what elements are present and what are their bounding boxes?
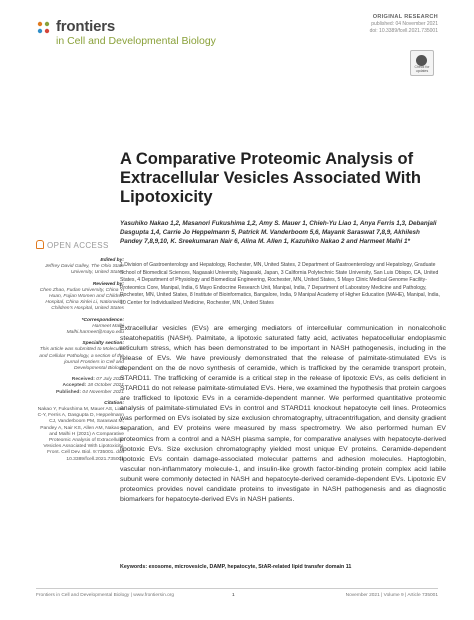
citation-label: Citation: [104, 400, 124, 406]
correspondence-label: *Correspondence: [81, 317, 124, 323]
brand-name: frontiers [56, 18, 116, 35]
open-access-text: OPEN ACCESS [47, 241, 109, 250]
published-label: Published: [56, 389, 82, 395]
keywords [120, 564, 446, 570]
received-label: Received: [71, 377, 95, 383]
article-type: ORIGINAL RESEARCH [372, 14, 438, 20]
published-date: published: 04 November 2021 [371, 21, 438, 27]
check-for-updates-badge[interactable] [410, 50, 434, 76]
citation-text: Nakao Y, Fukushima M, Mauer AS, Liao C-Y, Ferris A, Dasgupta D, Heppelmann CJ, Vanderboom PM, Saraswat M, Pandey A, Nair KS, Allen AM, Nakao K and Malhi H (2021) A Comparative Proteomic Analysis of Extracellular Vesicles Associated With Lipotoxicity. Front. Cell Dev. Biol. 9:735001. doi: 10.3389/fcell.2021.735001 [37, 407, 124, 462]
doi-link[interactable]: doi: 10.3389/fcell.2021.735001 [369, 28, 438, 34]
article-title: A Comparative Proteomic Analysis of Extracellular Vesicles Associated With Lipotoxicity [120, 150, 421, 206]
accepted-date: 18 October 2021 [87, 383, 124, 389]
article-info-sidebar [32, 258, 124, 463]
keywords-list: exosome, microvesicle, DAMP, hepatocyte, StAR-related lipid transfer domain 11 [148, 564, 352, 570]
footer-issue: November 2021 | Volume 9 | Article 735001 [345, 593, 438, 598]
frontiers-logo-icon [36, 20, 52, 36]
page-footer [36, 588, 438, 598]
open-lock-icon [36, 240, 44, 249]
journal-name: in Cell and Developmental Biology [56, 35, 216, 47]
affiliations: 1 Division of Gastroenterology and Hepatology, Rochester, MN, United States, 2 Department of Gastroenterology and Hepatology, Graduate School of Biomedical Sciences, Nagasaki University, Nagasaki, Japan, 3 California Polytechnic State University, San Luis Obispo, CA, United States, 4 Department of Physiology and Biomedical Engineering, Rochester, MN, United States, 5 Mayo Clinic Medical Genome Facility-Proteomics Core, Manipal, India, 6 Mayo Endocrine Research Unit, Manipal, India, 7 Department of Laboratory Medicine and Pathology, Rochester, MN, United States, 8 Institute of Bioinformatics, Bangalore, India, 9 Manipal Academy of Higher Education (MAHE), Manipal, India, 10 Center for Individualized Medicine, Rochester, MN, United States [120, 262, 440, 306]
abstract: Extracellular vesicles (EVs) are emerging mediators of intercellular communication in nonalcoholic steatohepatitis (NASH). Palmitate, a lipotoxic saturated fatty acid, activates hepatocellular endoplasmic reticulum stress, which has been demonstrated to be important in NASH pathogenesis, including in the release of EVs. We have previously demonstrated that the release of palmitate-stimulated EVs is dependent on the de novo synthesis of ceramide, which is trafficked by the ceramide transport protein, STARD11. The trafficking of ceramide is a critical step in the release of lipotoxic EVs, as cells deficient in STARD11 do not release palmitate-stimulated EVs. Here, we examined the hypothesis that protein cargoes are trafficked to lipotoxic EVs in a ceramide-dependent manner. We performed quantitative proteomic analysis of palmitate-stimulated EVs in control and STARD11 knockout hepatocyte cell lines. Proteomics was performed on EVs isolated by size exclusion chromatography, ultracentrifugation, and density gradient separation, and EV proteins were measured by mass spectrometry. We also performed human EV proteomics from a control and a NASH plasma sample, for comparative analyses with hepatocyte-derived lipotoxic EVs. Size exclusion chromatography yielded most unique EV proteins. Ceramide-dependent lipotoxic EVs contain damage-associated molecular patterns and adhesion molecules. Haptoglobin, vascular non-inflammatory molecule-1, and insulin-like growth factor-binding protein complex acid labile subunit were commonly detected in NASH and hepatocyte-derived ceramide-dependent EVs. Lipotoxic EV proteomics provides novel candidate proteins to investigate in NASH pathogenesis and as diagnostic biomarkers for hepatocyte-derived EVs in NASH patients. [120, 325, 446, 503]
journal-logo[interactable] [36, 18, 216, 48]
page-number: 1 [232, 593, 235, 598]
editor: Jeffrey David Galley, The Ohio State University, United States [44, 264, 124, 276]
correspondence-email[interactable]: Malhi.harmeet@mayo.edu [66, 330, 124, 336]
accepted-label: Accepted: [62, 383, 87, 389]
correspondence-name: Harmeet Malhi [92, 323, 124, 329]
badge-label: Check for updates [414, 65, 430, 73]
received-date: 07 July 2021 [96, 377, 124, 383]
published-row [32, 390, 124, 396]
specialty-text: This article was submitted to Molecular and Cellular Pathology, a section of the journal Frontiers in Cell and Developmental Biology [39, 347, 124, 372]
footer-journal[interactable]: Frontiers in Cell and Developmental Biology | www.frontiersin.org [36, 593, 175, 598]
published-date-side: 04 November 2021 [82, 389, 124, 395]
article-meta [370, 14, 438, 35]
reviewed-by-label: Reviewed by: [92, 281, 124, 287]
open-access-label [36, 240, 109, 250]
keywords-label: Keywords: [120, 564, 148, 570]
edited-by-label: Edited by: [100, 258, 124, 263]
specialty-label: Specialty section: [82, 341, 124, 347]
author-list: Yasuhiko Nakao 1,2, Masanori Fukushima 1,2, Amy S. Mauer 1, Chieh-Yu Liao 1, Anya Ferris 1,3, Debanjali Dasgupta 1,4, Carrie Jo Heppelmann 5, Patrick M. Vanderboom 5,6, Mayank Saraswat 7,8,9, Akhilesh Pandey 7,8,9,10, K. Sreekumaran Nair 6, Alina M. Allen 1, Kazuhiko Nakao 2 and Harmeet Malhi 1* [120, 220, 437, 245]
reviewers: Chen Zhao, Fudan University, China Yi Huan, Fujian Women and Children Hospital, China Xinlei Li, Nationwide Children's Hospital, United States [39, 287, 124, 312]
